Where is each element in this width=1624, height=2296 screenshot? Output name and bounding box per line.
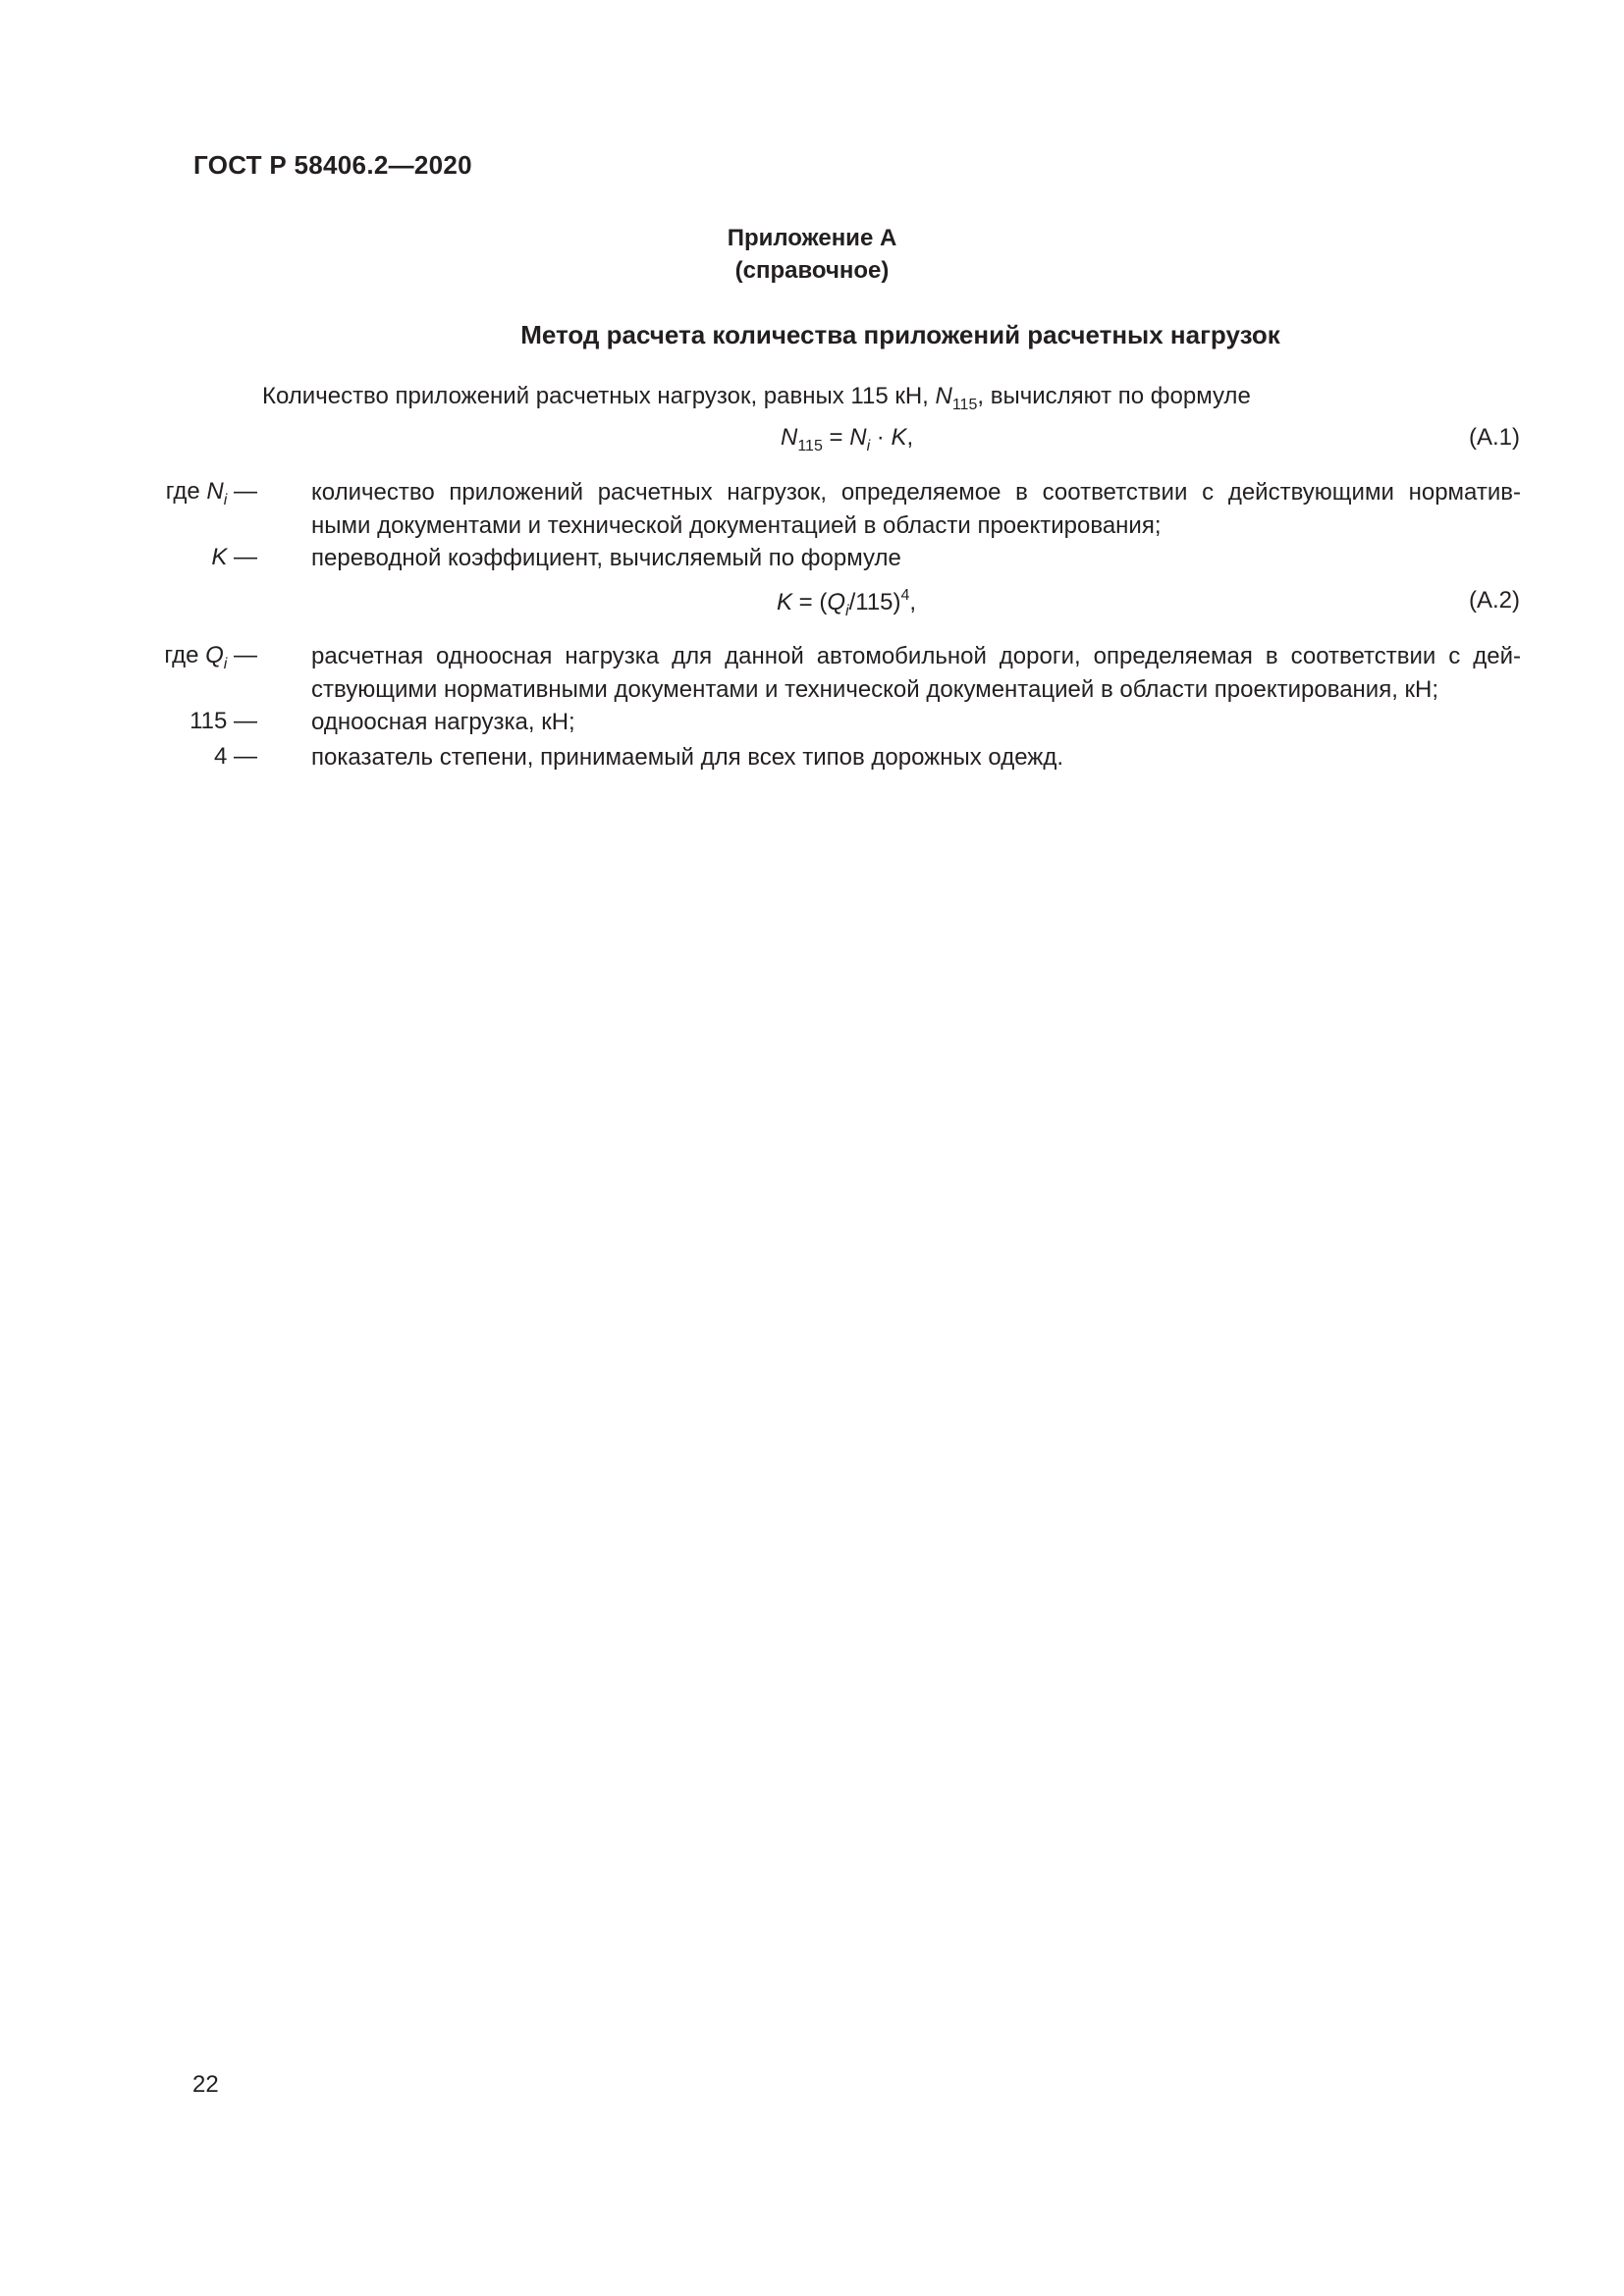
where-def-115 bbox=[311, 706, 1521, 739]
where-term-ni-sub: i bbox=[223, 492, 228, 508]
where-term-115-dash: — bbox=[227, 708, 257, 734]
formula-a1-op: · bbox=[870, 424, 892, 451]
formula-a2-exp: 4 bbox=[900, 587, 910, 604]
formula-a1 bbox=[781, 424, 913, 455]
where-def-qi-line1: расчетная одноосная нагрузка для данной автомобильной дороги, определяемая в соответствии с дей- bbox=[311, 643, 1521, 669]
page-number: 22 bbox=[192, 2071, 219, 2098]
where-term-4-dash: — bbox=[227, 743, 257, 770]
where-def-qi-line2: ствующими нормативными документами и технической документацией в области проектирования, кН; bbox=[311, 676, 1439, 703]
formula-a2-eq: = ( bbox=[792, 589, 828, 615]
where-term-4 bbox=[0, 743, 257, 771]
formula-a1-tail: , bbox=[906, 424, 914, 451]
formula-a2-var-sub: i bbox=[845, 603, 849, 619]
formula-a1-var1-sub: i bbox=[866, 438, 871, 454]
where-def-k-line1: переводной коэффициент, вычисляемый по формуле bbox=[311, 545, 901, 571]
appendix-title: Приложение А bbox=[727, 225, 897, 251]
standard-id: ГОСТ Р 58406.2—2020 bbox=[193, 150, 472, 180]
where-term-ni-symbol: N bbox=[206, 478, 224, 505]
where-def-ni-line2: ными документами и технической документацией в области проектирования; bbox=[311, 512, 1162, 539]
formula-a1-lhs-sub: 115 bbox=[797, 438, 823, 454]
where-term-k-dash: — bbox=[227, 544, 257, 570]
where-def-ni bbox=[311, 476, 1521, 543]
formula-a2-var: Q bbox=[827, 589, 846, 615]
appendix-heading: Метод расчета количества приложений расчетных нагрузок bbox=[520, 320, 1280, 349]
formula-a1-var1: N bbox=[849, 424, 867, 451]
where-term-qi-prefix: где bbox=[164, 642, 206, 668]
formula-a1-var2: K bbox=[891, 424, 907, 451]
formula-a1-number: (А.1) bbox=[1468, 424, 1520, 451]
formula-a2-tail: , bbox=[909, 589, 917, 615]
where-term-qi bbox=[0, 642, 257, 673]
where-def-ni-line1: количество приложений расчетных нагрузок, определяемое в соответствии с действующими норматив- bbox=[311, 479, 1521, 506]
formula-a2-lhs: K bbox=[777, 589, 793, 615]
intro-symbol-sub: 115 bbox=[951, 397, 978, 413]
where-term-qi-sub: i bbox=[223, 656, 228, 672]
intro-paragraph bbox=[262, 383, 1251, 414]
formula-a2-rest: /115) bbox=[848, 589, 901, 615]
where-def-qi bbox=[311, 640, 1521, 707]
formula-a1-lhs: N bbox=[781, 424, 798, 451]
where-term-k-symbol: K bbox=[211, 544, 228, 570]
formula-a2-number: (А.2) bbox=[1468, 587, 1520, 614]
where-term-4-prefix: 4 bbox=[213, 743, 228, 770]
intro-symbol: N bbox=[935, 383, 952, 409]
where-term-ni-prefix: где bbox=[165, 478, 207, 505]
formula-a1-eq: = bbox=[822, 424, 850, 451]
where-term-ni-dash: — bbox=[227, 478, 257, 505]
where-term-115-prefix: 115 bbox=[189, 708, 228, 734]
where-term-qi-symbol: Q bbox=[205, 642, 224, 668]
where-def-4-line1: показатель степени, принимаемый для всех типов дорожных одежд. bbox=[311, 744, 1063, 771]
where-term-qi-dash: — bbox=[227, 642, 257, 668]
intro-text-before: Количество приложений расчетных нагрузок, равных 115 кН, bbox=[262, 383, 936, 409]
where-term-115 bbox=[0, 708, 257, 735]
where-def-4 bbox=[311, 741, 1521, 774]
where-def-115-line1: одноосная нагрузка, кН; bbox=[311, 709, 575, 735]
where-term-ni bbox=[0, 478, 257, 509]
appendix-kind: (справочное) bbox=[734, 257, 890, 284]
formula-a2 bbox=[777, 587, 916, 620]
where-term-k bbox=[0, 544, 257, 571]
where-def-k bbox=[311, 542, 1521, 575]
intro-text-after: , вычисляют по формуле bbox=[977, 383, 1251, 409]
